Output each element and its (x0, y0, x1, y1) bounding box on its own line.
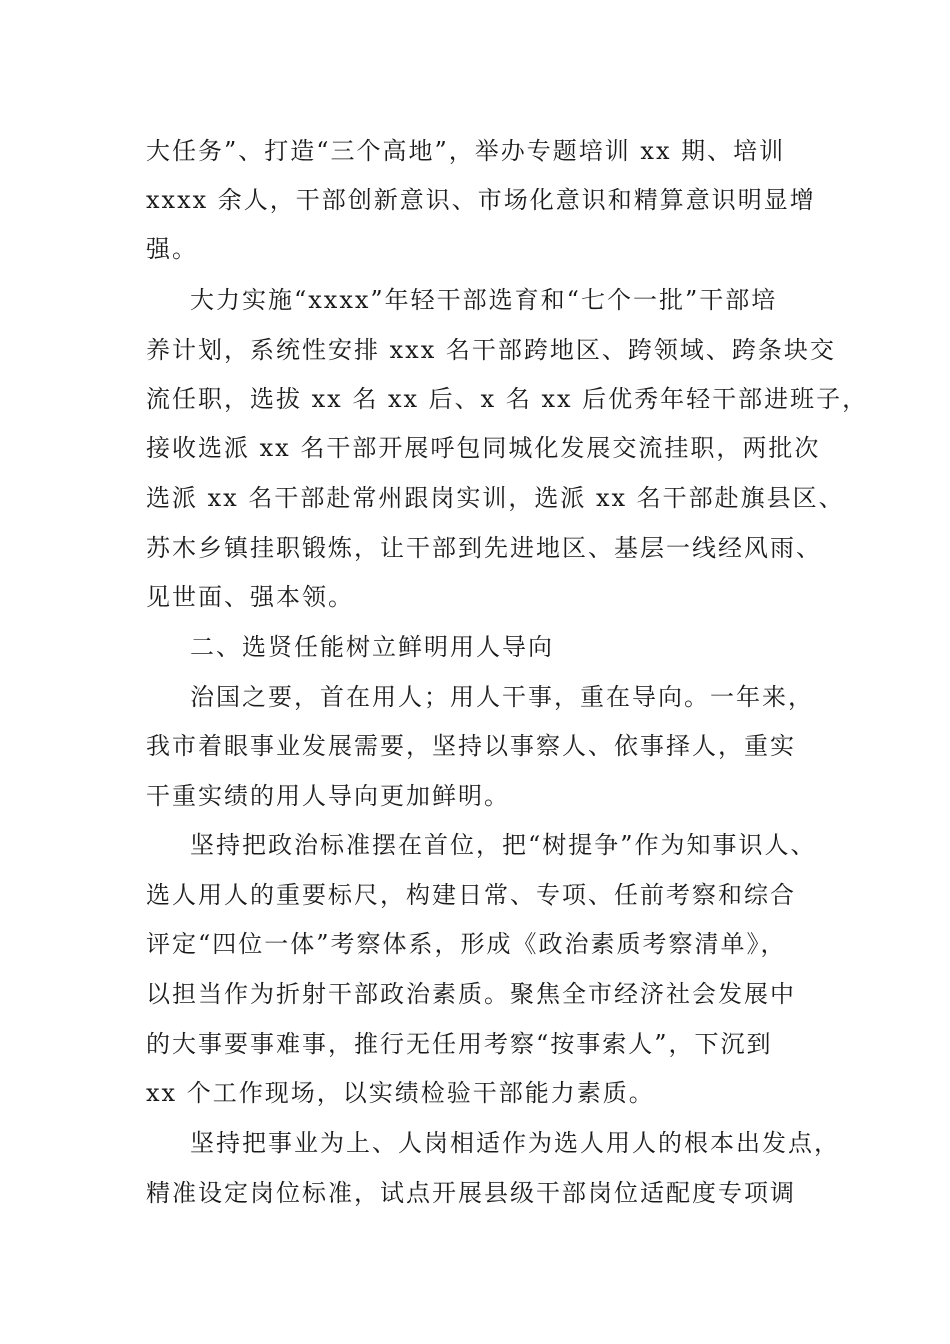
text-line: 强。 (146, 235, 198, 263)
text-line: xxxx 余人，干部创新意识、市场化意识和精算意识明显增 (146, 186, 816, 214)
text-line: 我市着眼事业发展需要，坚持以事察人、依事择人，重实 (146, 732, 796, 760)
paragraph-start-line: 坚持把事业为上、人岗相适作为选人用人的根本出发点， (190, 1129, 840, 1157)
section-heading: 二、选贤任能树立鲜明用人导向 (190, 633, 554, 661)
paragraph-start-line: 大力实施“xxxx”年轻干部选育和“七个一批”干部培 (190, 286, 778, 314)
text-line: xx 个工作现场，以实绩检验干部能力素质。 (146, 1079, 655, 1107)
text-line: 选人用人的重要标尺，构建日常、专项、任前考察和综合 (146, 881, 796, 909)
text-line: 苏木乡镇挂职锻炼，让干部到先进地区、基层一线经风雨、 (146, 534, 822, 562)
text-line: 见世面、强本领。 (146, 583, 354, 611)
paragraph-start-line: 治国之要，首在用人；用人干事，重在导向。一年来， (190, 683, 814, 711)
text-line: 干重实绩的用人导向更加鲜明。 (146, 782, 510, 810)
text-line: 接收选派 xx 名干部开展呼包同城化发展交流挂职，两批次 (146, 434, 821, 462)
text-line: 养计划，系统性安排 xxx 名干部跨地区、跨领域、跨条块交 (146, 336, 836, 364)
text-line: 选派 xx 名干部赴常州跟岗实训，选派 xx 名干部赴旗县区、 (146, 484, 845, 512)
paragraph-start-line: 坚持把政治标准摆在首位，把“树提争”作为知事识人、 (190, 831, 817, 859)
text-line: 的大事要事难事，推行无任用考察“按事索人”，下沉到 (146, 1030, 773, 1058)
text-line: 以担当作为折射干部政治素质。聚焦全市经济社会发展中 (146, 980, 796, 1008)
text-line: 精准设定岗位标准，试点开展县级干部岗位适配度专项调 (146, 1179, 796, 1207)
text-line: 流任职，选拔 xx 名 xx 后、x 名 xx 后优秀年轻干部进班子， (146, 385, 869, 413)
text-line: 大任务”、打造“三个高地”，举办专题培训 xx 期、培训 (146, 137, 786, 165)
text-line: 评定“四位一体”考察体系，形成《政治素质考察清单》， (146, 930, 787, 958)
